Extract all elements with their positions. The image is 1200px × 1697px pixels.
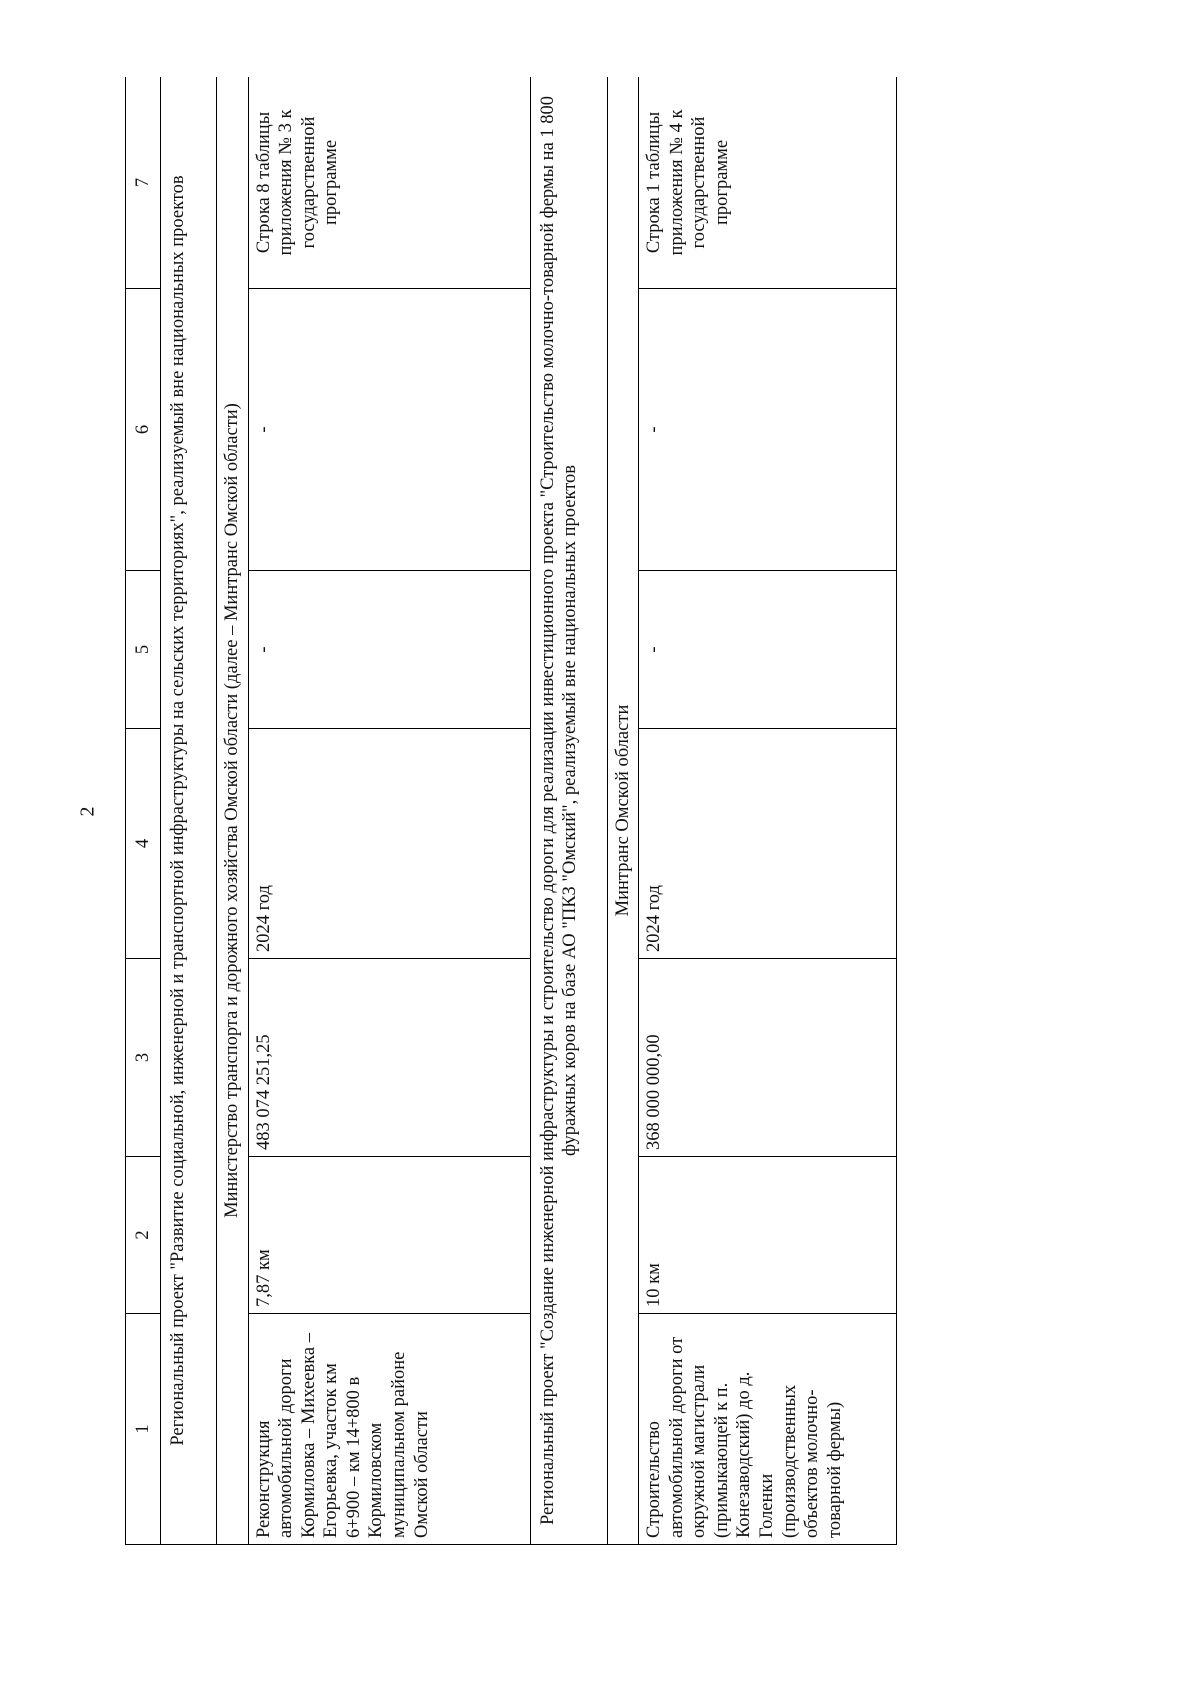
agency-name: Министерство транспорта и дорожного хозяйства Омской области (далее – Минтранс Омской области) xyxy=(217,77,249,1545)
cost-cell: 483 074 251,25 xyxy=(248,959,530,1157)
column-header: 7 xyxy=(126,77,161,289)
col6-cell: - xyxy=(639,289,897,571)
col5-cell: - xyxy=(248,571,530,729)
column-header: 1 xyxy=(126,1314,161,1545)
year-cell: 2024 год xyxy=(639,729,897,959)
section-title: Региональный проект "Создание инженерной инфраструктуры и строительство дороги для реализации инвестиционного проекта "Строительство молочно-товарной фермы на 1 800 фуражных коров на базе АО "ПКЗ "Омский", реализуемый вне национальных проектов xyxy=(530,77,607,1545)
table-row xyxy=(248,77,530,1545)
column-header: 3 xyxy=(126,959,161,1157)
agency-name: Минтранс Омской области xyxy=(607,77,639,1545)
agency-row xyxy=(607,77,639,1545)
section-title-row xyxy=(530,77,607,1545)
reference-cell: Строка 8 таблицы приложения № 3 к государственной программе xyxy=(248,77,530,289)
col5-cell: - xyxy=(639,571,897,729)
rotated-table-sheet xyxy=(125,77,988,1545)
column-header: 2 xyxy=(126,1157,161,1314)
column-number-row xyxy=(126,77,161,1545)
object-name-cell: Реконструкция автомобильной дороги Кормиловка – Михеевка – Егорьевка, участок км 6+900 – км 14+800 в Кормиловском муниципальном районе Омской области xyxy=(248,1314,530,1545)
column-header: 4 xyxy=(126,729,161,959)
object-name-cell: Строительство автомобильной дороги от окружной магистрали (примыкающей к п. Конезаводский) до д. Голенки (производственных объектов молочно-товарной фермы) xyxy=(639,1314,897,1545)
year-cell: 2024 год xyxy=(248,729,530,959)
section-title-row xyxy=(161,77,217,1545)
column-header: 5 xyxy=(126,571,161,729)
page-number: 2 xyxy=(76,806,99,817)
col6-cell: - xyxy=(248,289,530,571)
length-cell: 7,87 км xyxy=(248,1157,530,1314)
length-cell: 10 км xyxy=(639,1157,897,1314)
table-row xyxy=(639,77,897,1545)
column-header: 6 xyxy=(126,289,161,571)
agency-row xyxy=(217,77,249,1545)
cost-cell: 368 000 000,00 xyxy=(639,959,897,1157)
projects-table xyxy=(125,77,897,1545)
section-title: Региональный проект "Развитие социальной, инженерной и транспортной инфраструктуры на сельских территориях", реализуемый вне национальных проектов xyxy=(161,77,217,1545)
reference-cell: Строка 1 таблицы приложения № 4 к государственной программе xyxy=(639,77,897,289)
